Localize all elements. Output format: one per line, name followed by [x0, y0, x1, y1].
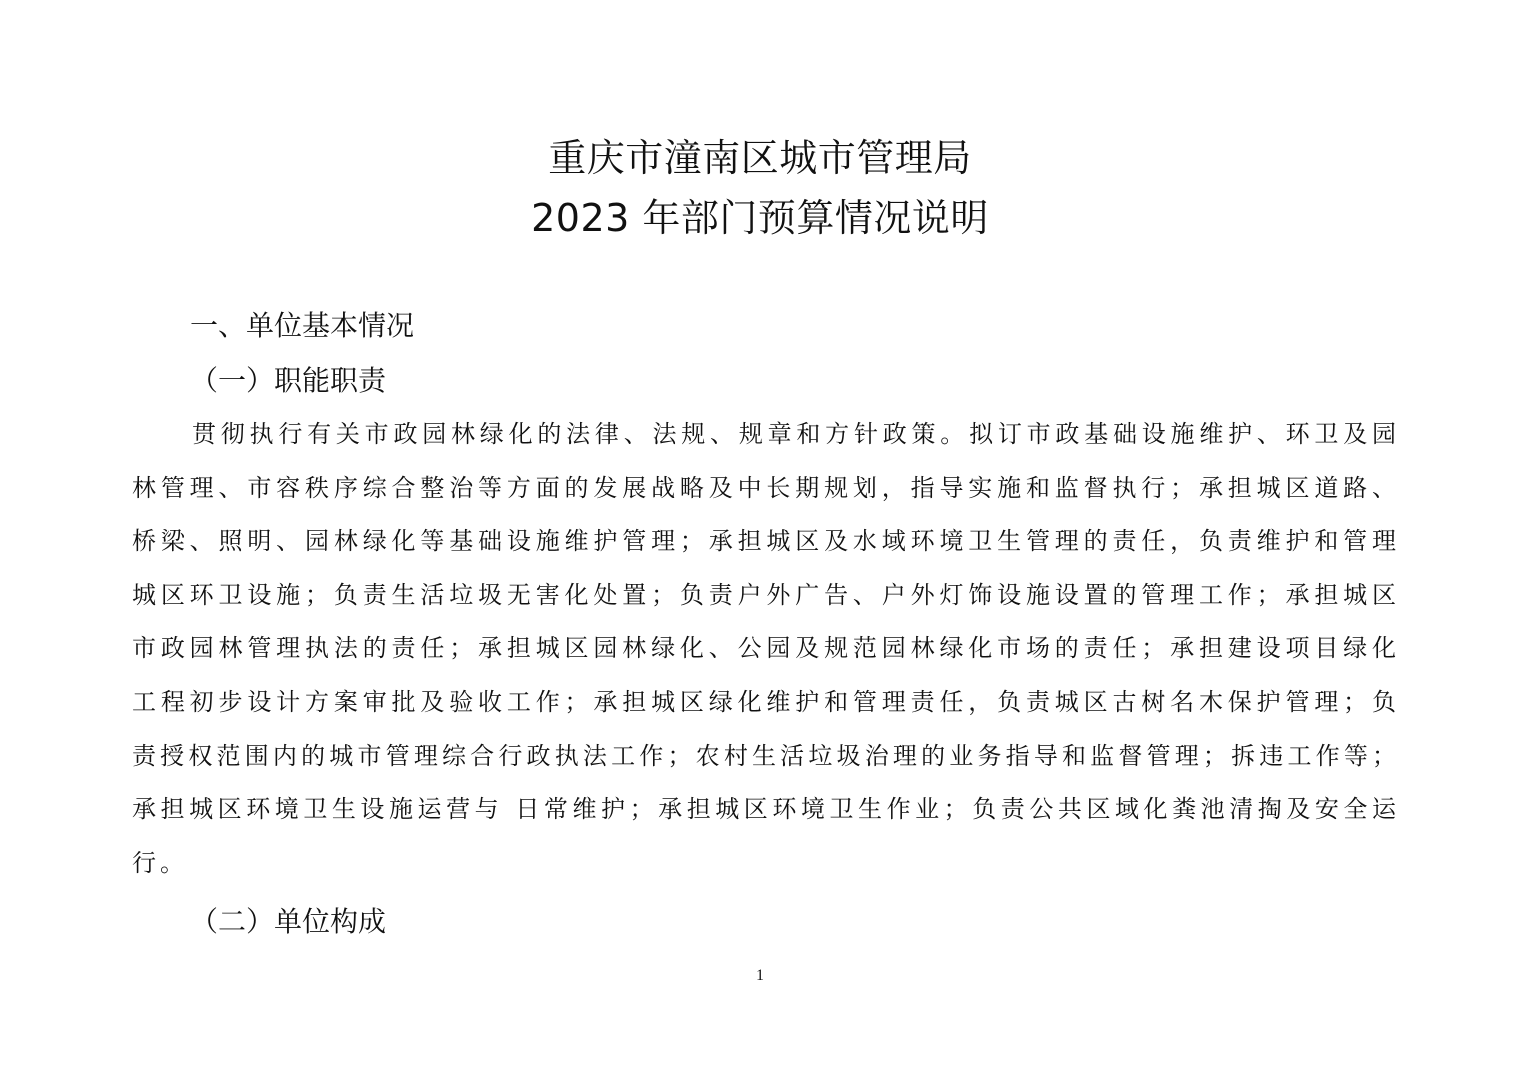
document-title-line2: 2023 年部门预算情况说明	[531, 196, 989, 240]
document-title-line1: 重庆市潼南区城市管理局	[548, 136, 972, 180]
paragraph-line: 承担城区环境卫生设施运营与 日常维护；承担城区环境卫生作业；负责公共区域化粪池清掏及安全运	[132, 795, 1400, 824]
paragraph-line: 责授权范围内的城市管理综合行政执法工作；农村生活垃圾治理的业务指导和监督管理；拆违工作等；	[132, 741, 1400, 770]
paragraph-line: 工程初步设计方案审批及验收工作；承担城区绿化维护和管理责任，负责城区古树名木保护管理；负	[132, 687, 1400, 716]
subsection-heading-composition: （二）单位构成	[190, 905, 387, 938]
page-number: 1	[756, 967, 764, 984]
paragraph-line: 贯彻执行有关市政园林绿化的法律、法规、规章和方针政策。拟订市政基础设施维护、环卫及园	[192, 420, 1400, 448]
functions-paragraph	[132, 408, 1400, 890]
paragraph-line: 行。	[132, 848, 188, 877]
paragraph-line: 林管理、市容秩序综合整治等方面的发展战略及中长期规划，指导实施和监督执行；承担城区道路、	[132, 473, 1400, 502]
section-heading-basic-info: 一、单位基本情况	[190, 309, 415, 342]
paragraph-line: 城区环卫设施；负责生活垃圾无害化处置；负责户外广告、户外灯饰设施设置的管理工作；承担城区	[132, 580, 1400, 609]
paragraph-line: 市政园林管理执法的责任；承担城区园林绿化、公园及规范园林绿化市场的责任；承担建设项目绿化	[132, 634, 1400, 663]
paragraph-line: 桥梁、照明、园林绿化等基础设施维护管理；承担城区及水域环境卫生管理的责任，负责维护和管理	[132, 527, 1400, 556]
subsection-heading-functions: （一）职能职责	[190, 364, 387, 397]
